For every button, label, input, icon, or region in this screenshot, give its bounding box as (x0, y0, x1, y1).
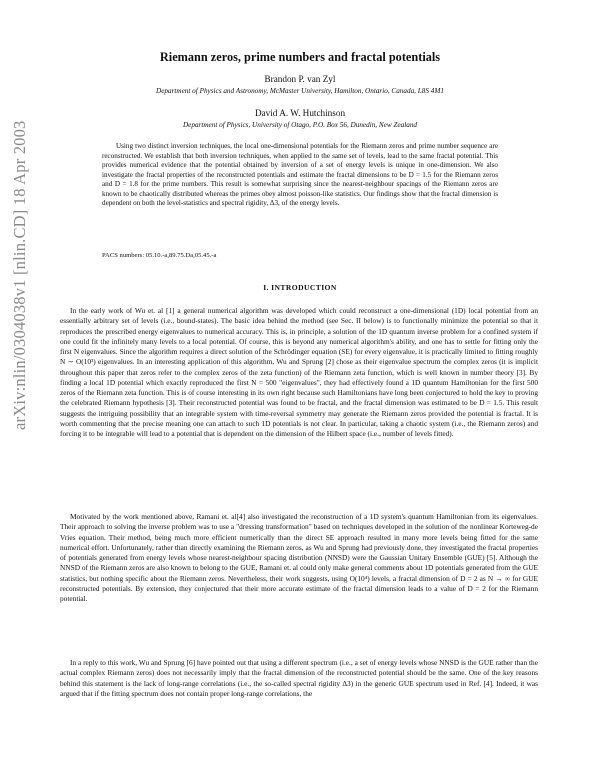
author-affiliation: Department of Physics and Astronomy, McMaster University, Hamilton, Ontario, Canada, L8S 4M1 (156, 87, 444, 95)
arxiv-identifier: arXiv:nlin/0304038v1 [nlin.CD] 18 Apr 2003 (10, 120, 29, 430)
body-paragraph: In a reply to this work, Wu and Sprung [6] have pointed out that using a different spectrum (i.e., a set of energy levels whose NNSD is the GUE rather than the actual complex Riemann zeros) does not necessarily imply that the fractal dimension of the reconstructed potential should be the same. One of the key reasons behind this statement is the lack of long-range correlations (i.e., the so-called spectral rigidity Δ3) in the generic GUE spectrum used in Ref. [4]. Indeed, it was argued that if the fitting spectrum does not contain proper long-range correlations, the (60, 658, 538, 698)
section-heading: I. INTRODUCTION (263, 283, 337, 292)
body-paragraph: In the early work of Wu et. al [1] a general numerical algorithm was developed which could reconstruct a one-dimensional (1D) local potential from an essentially arbitrary set of levels (i.e., bound-states). The basic idea behind the method (see Sec. II below) is to functionally minimize the potential so that it reproduces the prescribed energy eigenvalues to numerical accuracy. This is, in principle, a solution of the 1D quantum inverse problem for a confined system if one could fit the infinitely many levels to a local potential. Of course, this is beyond any numerical algorithm's ability, and one has to settle for fitting only the first N eigenvalues. Since the algorithm requires a direct solution of the Schrödinger equation (SE) for every eigenvalue, it is practically limited to fitting roughly N ∼ O(10³) eigenvalues. In an interesting application of this algorithm, Wu and Sprung [2] chose as their eigenvalue spectrum the complex zeros (it is implicit throughout this paper that zeros refer to the complex zeros of the zeta function) of the Riemann zeta function, which is well known in number theory [3]. By finding a local 1D potential which exactly reproduced the first N = 500 "eigenvalues", they had effectively found a 1D quantum Hamiltonian for the first 500 zeros of the Riemann zeta function. This is of course interesting in its own right because such Hamiltonians have long been conjectured to hold the key to proving the celebrated Riemann hypothesis [3]. Their reconstructed potential was found to be fractal, and the fractal dimension was estimated to be D = 1.5. This result suggests the intriguing possibility that an integrable system with time-reversal symmetry may generate the Riemann zeros provided the potential is fractal. It is worth commenting that the precise meaning one can attach to such 1D potentials is not clear. In particular, taking a chaotic system (i.e., the Riemann zeros) and forcing it to be integrable will lead to a potential that is dependent on the dimension of the Hilbert space (i.e., number of levels fitted). (60, 306, 538, 438)
paper-title: Riemann zeros, prime numbers and fractal potentials (159, 50, 441, 64)
body-paragraph: Motivated by the work mentioned above, Ramani et. al[4] also investigated the reconstruction of a 1D system's quantum Hamiltonian from its eigenvalues. Their approach to solving the inverse problem was to use a "dressing transformation" based on techniques developed in the solution of the nonlinear Korteweg-de Vries equation. Their method, being much more efficient numerically than the direct SE approach resulted in many more levels being fitted for the same numerical effort. Unfortunately, rather than directly examining the Riemann zeros, as Wu and Sprung had previously done, they investigated the fractal properties of potentials generated from energy levels whose nearest-neighbour spacing distribution (NNSD) were the Gaussian Unitary Ensemble (GUE) [5]. Although the NNSD of the Riemann zeros are also known to belong to the GUE, Ramani et. al could only make general comments about 1D potentials generated from the GUE statistics, but nothing specific about the Riemann zeros. Nevertheless, their work suggests, using O(10⁴) levels, a fractal dimension of D = 2 as N → ∞ for GUE reconstructed potentials. By extension, they conjectured that their more accurate estimate of the fractal dimension leads to a value of D = 2 for the Riemann potential. (60, 512, 538, 603)
abstract: Using two distinct inversion techniques, the local one-dimensional potentials for the Riemann zeros and prime number sequence are reconstructed. We establish that both inversion techniques, when applied to the same set of levels, lead to the same fractal potential. This provides numerical evidence that the potential obtained by inversion of a set of energy levels is unique in one-dimension. We also investigate the fractal properties of the reconstructed potentials and estimate the fractal dimensions to be D = 1.5 for the Riemann zeros and D = 1.8 for the prime numbers. This result is somewhat surprising since the nearest-neighbour spacings of the Riemann zeros are known to be chaotically distributed whereas the primes obey almost poisson-like statistics. Our findings show that the fractal dimension is dependent on both the level-statistics and spectral rigidity, Δ3, of the energy levels. (102, 142, 498, 207)
pacs-numbers: PACS numbers: 05.10.-a,89.75.Da,05.45.-a (102, 252, 217, 259)
author-name: David A. W. Hutchinson (254, 108, 346, 118)
author-name: Brandon P. van Zyl (264, 74, 336, 84)
author-affiliation: Department of Physics, University of Otago, P.O. Box 56, Dunedin, New Zealand (182, 121, 418, 129)
